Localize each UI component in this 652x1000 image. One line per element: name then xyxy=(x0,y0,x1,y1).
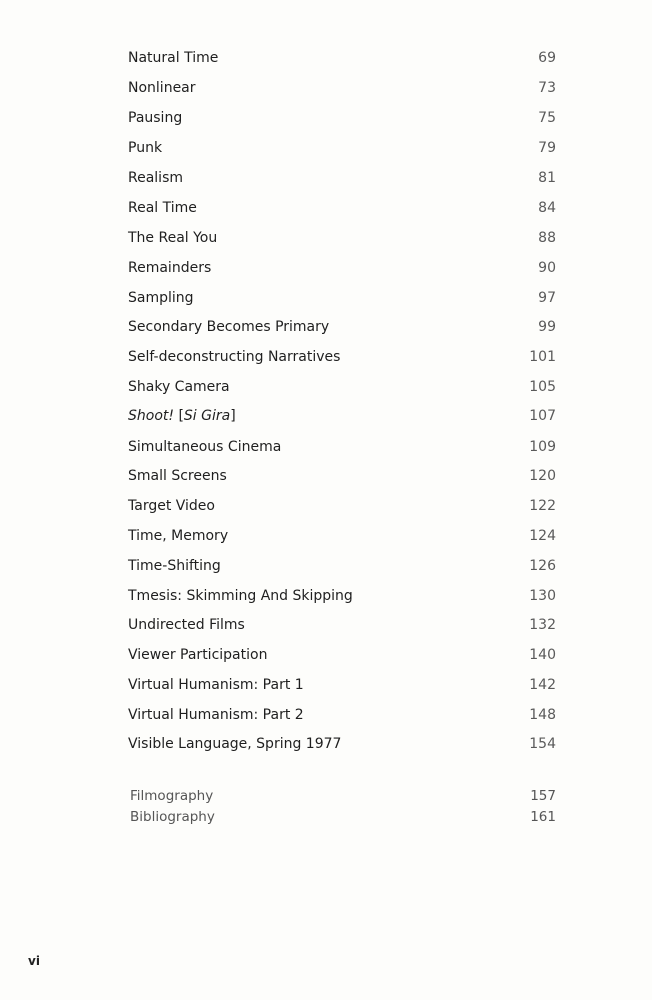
toc-entry xyxy=(128,197,556,219)
toc-entry-title: Undirected Films xyxy=(128,617,245,633)
toc-entry-title: Virtual Humanism: Part 1 xyxy=(128,677,304,693)
toc-entry xyxy=(128,733,556,755)
toc-entry-title: Secondary Becomes Primary xyxy=(128,319,330,335)
toc-entry xyxy=(128,674,556,696)
toc-entry xyxy=(128,107,556,129)
toc-entry xyxy=(128,227,556,249)
toc-entry-page: 124 xyxy=(529,528,556,544)
toc-entry-title: Time-Shifting xyxy=(128,558,221,574)
toc-entry-page: 122 xyxy=(529,498,556,514)
toc-entry-page: 154 xyxy=(529,736,556,752)
toc-back-matter-title: Filmography xyxy=(130,788,214,804)
toc-entry-title xyxy=(128,405,236,427)
toc-back-matter-page: 161 xyxy=(530,809,556,825)
toc-entry-page: 75 xyxy=(538,110,556,126)
toc-entry-page: 105 xyxy=(529,379,556,395)
toc-entry-title: Realism xyxy=(128,170,184,186)
toc-back-matter-entry xyxy=(130,786,556,806)
toc-entry xyxy=(128,287,556,309)
toc-entry xyxy=(128,346,556,368)
toc-entry-page: 88 xyxy=(538,230,556,246)
toc-entry-title: Real Time xyxy=(128,200,197,216)
toc-entry-page: 81 xyxy=(538,170,556,186)
toc-entry-title: Virtual Humanism: Part 2 xyxy=(128,707,304,723)
toc-entry-title-bracket-close: ] xyxy=(230,408,236,424)
toc-entry-title: The Real You xyxy=(128,230,218,246)
toc-entry-page: 73 xyxy=(538,80,556,96)
toc-entry xyxy=(128,465,556,487)
toc-back-matter-page: 157 xyxy=(530,788,556,804)
toc-entry xyxy=(128,167,556,189)
toc-entry xyxy=(128,316,556,338)
toc-entry-title: Viewer Participation xyxy=(128,647,268,663)
toc-entry xyxy=(128,585,556,607)
toc-entry xyxy=(128,525,556,547)
toc-entry-title: Pausing xyxy=(128,110,183,126)
toc-entry xyxy=(128,137,556,159)
toc-entry-title: Time, Memory xyxy=(128,528,229,544)
toc-entry-page: 132 xyxy=(529,617,556,633)
toc-entry-page: 69 xyxy=(538,50,556,66)
page-folio: vi xyxy=(28,954,40,968)
toc-entry-page: 97 xyxy=(538,290,556,306)
toc-entry-page: 109 xyxy=(529,439,556,455)
toc-entry xyxy=(128,257,556,279)
toc-entry xyxy=(128,77,556,99)
toc-entry-title: Shaky Camera xyxy=(128,379,230,395)
toc-entry-page: 120 xyxy=(529,468,556,484)
toc-entry xyxy=(128,405,556,427)
toc-entry-title: Sampling xyxy=(128,290,194,306)
toc-entry xyxy=(128,436,556,458)
toc-entry xyxy=(128,495,556,517)
toc-entry xyxy=(128,614,556,636)
toc-back-matter-entry xyxy=(130,807,556,827)
toc-entry-title: Visible Language, Spring 1977 xyxy=(128,736,342,752)
toc-entry-title: Small Screens xyxy=(128,468,227,484)
toc-entry xyxy=(128,644,556,666)
toc-entry-page: 84 xyxy=(538,200,556,216)
toc-entry-title: Punk xyxy=(128,140,163,156)
toc-entry-page: 148 xyxy=(529,707,556,723)
toc-entry-title: Tmesis: Skimming And Skipping xyxy=(128,588,353,604)
toc-entry-page: 130 xyxy=(529,588,556,604)
toc-entry-title-italic: Si Gira xyxy=(183,408,231,424)
toc-back-matter-title: Bibliography xyxy=(130,809,215,825)
toc-entry xyxy=(128,47,556,69)
toc-entry-page: 142 xyxy=(529,677,556,693)
toc-entry-title-bracket-open: [ xyxy=(174,408,184,424)
toc-entry-page: 90 xyxy=(538,260,556,276)
toc-entry-title: Self-deconstructing Narratives xyxy=(128,349,341,365)
toc-entry xyxy=(128,376,556,398)
toc-entry-page: 107 xyxy=(529,408,556,424)
toc-entry-title: Target Video xyxy=(128,498,215,514)
toc-entry-title: Remainders xyxy=(128,260,212,276)
toc-entry-title-italic: Shoot! xyxy=(128,408,174,424)
toc-entry-title: Nonlinear xyxy=(128,80,196,96)
toc-entry-page: 140 xyxy=(529,647,556,663)
toc-entry-page: 101 xyxy=(529,349,556,365)
toc-entry-title: Natural Time xyxy=(128,50,219,66)
toc-entry-page: 79 xyxy=(538,140,556,156)
toc-entry-page: 99 xyxy=(538,319,556,335)
toc-entry-title: Simultaneous Cinema xyxy=(128,439,282,455)
toc-entry-page: 126 xyxy=(529,558,556,574)
toc-entry xyxy=(128,555,556,577)
toc-entry xyxy=(128,704,556,726)
